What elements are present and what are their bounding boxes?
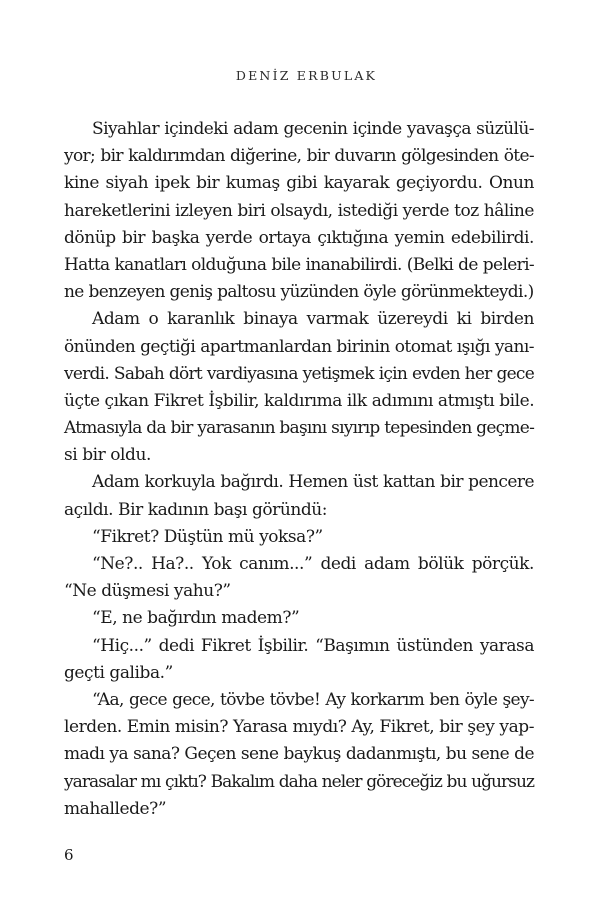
text-line: lerden. Emin misin? Yarasa mıydı? Ay, Fikret, bir şey yap- [64,717,534,738]
text-line: kine siyah ipek bir kumaş gibi kayarak geçiyordu. Onun [64,173,534,194]
text-line: “Ne?.. Ha?.. Yok canım...” dedi adam bölük pörçük. [92,554,534,574]
text-line: si bir oldu. [64,445,151,466]
running-header: DENİZ ERBULAK [235,68,378,83]
text-line: “Fikret? Düştün mü yoksa?” [92,526,323,547]
page-number: 6 [64,846,74,864]
text-line: açıldı. Bir kadının başı göründü: [64,499,328,520]
text-line: yor; bir kaldırımdan diğerine, bir duvarın gölgesinden öte- [64,146,534,167]
text-line: madı ya sana? Geçen sene baykuş dadanmıştı, bu sene de [64,744,534,765]
text-line: mahallede?” [64,798,167,819]
text-line: “Aa, gece gece, tövbe tövbe! Ay korkarım ben öyle şey- [92,689,534,710]
text-line: “Hiç...” dedi Fikret İşbilir. “Başımın üstünden yarasa [92,635,534,656]
text-line: Siyahlar içindeki adam gecenin içinde yavaşça süzülü- [92,119,534,139]
text-line: Adam korkuyla bağırdı. Hemen üst kattan bir pencere [92,472,534,493]
text-line: verdi. Sabah dört vardiyasına yetişmek için evden her gece [64,363,534,384]
text-line: Hatta kanatları olduğuna bile inanabilirdi. (Belki de peleri- [64,254,534,275]
text-line: ne benzeyen geniş paltosu yüzünden öyle görünmekteydi.) [64,282,534,303]
body-text [64,116,534,823]
text-line: Atmasıyla da bir yarasanın başını sıyırıp tepesinden geçme- [64,418,535,439]
text-line: üçte çıkan Fikret İşbilir, kaldırıma ilk adımını atmıştı bile. [64,390,535,411]
text-line: Adam o karanlık binaya varmak üzereydi ki birden [92,309,534,330]
text-line: hareketlerini izleyen biri olsaydı, istediği yerde toz hâline [64,200,534,221]
text-line: yarasalar mı çıktı? Bakalım daha neler göreceğiz bu uğursuz [64,771,534,792]
text-line: geçti galiba.” [64,662,173,683]
text-line: “Ne düşmesi yahu?” [64,581,231,602]
text-line: dönüp bir başka yerde ortaya çıktığına yemin edebilirdi. [64,227,534,248]
text-line: “E, ne bağırdın madem?” [92,608,300,629]
text-line: önünden geçtiği apartmanlardan birinin otomat ışığı yanı- [64,336,534,357]
